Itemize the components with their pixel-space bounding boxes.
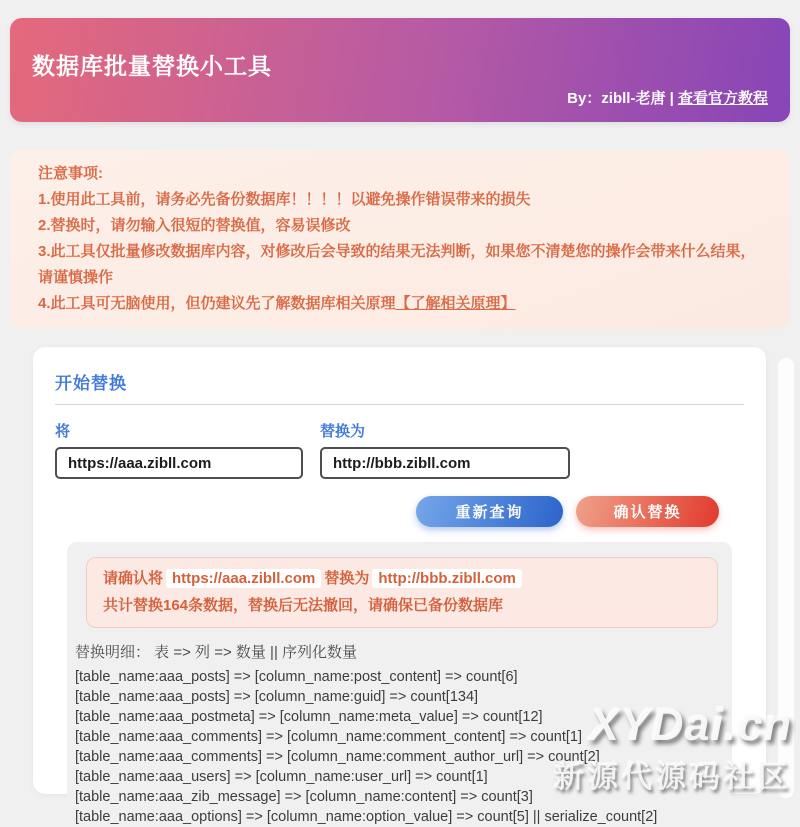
- confirm-prefix: 请确认将: [103, 570, 164, 587]
- confirm-alert-line1: [103, 565, 701, 592]
- detail-rows: [75, 667, 732, 827]
- app-header: [10, 18, 790, 122]
- notice-panel: [10, 150, 790, 329]
- detail-row: [table_name:aaa_comments] => [column_name:comment_content] => count[1]: [75, 729, 582, 745]
- notice-line: [38, 291, 762, 317]
- detail-row: [table_name:aaa_posts] => [column_name:post_content] => count[6]: [75, 669, 518, 685]
- scrollbar-track[interactable]: [778, 358, 794, 798]
- confirm-alert-summary: 共计替换164条数据，替换后无法撤回，请确保已备份数据库: [103, 597, 504, 614]
- from-field: [55, 420, 303, 479]
- from-input[interactable]: [55, 447, 303, 479]
- to-field: [320, 420, 570, 479]
- learn-principle-link[interactable]: 【了解相关原理】: [395, 295, 516, 312]
- confirm-replace-button[interactable]: 确认替换: [576, 496, 719, 527]
- replace-card: [33, 347, 766, 825]
- section-divider: [55, 404, 744, 405]
- notice-line-text: 4.此工具可无脑使用，但仍建议先了解数据库相关原理: [38, 295, 396, 312]
- notice-line: 1.使用此工具前，请务必先备份数据库！！！！以避免操作错误带来的损失: [38, 191, 531, 208]
- detail-row: [table_name:aaa_options] => [column_name:option_value] => count[5] || serialize_count[2]: [75, 809, 658, 825]
- results-panel: [67, 542, 732, 825]
- to-url-chip: http://bbb.zibll.com: [372, 569, 521, 588]
- official-tutorial-link[interactable]: 查看官方教程: [677, 90, 768, 107]
- to-input[interactable]: [320, 447, 570, 479]
- section-title: 开始替换: [55, 374, 127, 393]
- fields-row: [55, 420, 744, 479]
- confirm-middle: 替换为: [324, 570, 370, 587]
- detail-row: [table_name:aaa_zib_message] => [column_name:content] => count[3]: [75, 789, 533, 805]
- notice-title: 注意事项:: [38, 165, 103, 182]
- notice-line: 3.此工具仅批量修改数据库内容，对修改后会导致的结果无法判断，如果您不清楚您的操作会带来什么结果，请谨慎操作: [38, 243, 756, 286]
- byline-author: By：zibll-老唐 |: [567, 90, 678, 107]
- confirm-alert: [86, 557, 718, 628]
- detail-row: [table_name:aaa_postmeta] => [column_name:meta_value] => count[12]: [75, 709, 543, 725]
- detail-row: [table_name:aaa_posts] => [column_name:guid] => count[134]: [75, 689, 479, 705]
- watermark-site: XYDai.cn: [588, 699, 792, 750]
- page-title: 数据库批量替换小工具: [32, 53, 272, 79]
- detail-header: 替换明细： 表 => 列 => 数量 || 序列化数量: [75, 644, 358, 661]
- byline: [567, 87, 768, 108]
- watermark-community: 新源代源码社区: [554, 761, 792, 794]
- from-label: 将: [55, 423, 71, 440]
- to-label: 替换为: [320, 423, 366, 440]
- requery-button[interactable]: 重新查询: [416, 496, 563, 527]
- button-row: [55, 496, 719, 527]
- detail-row: [table_name:aaa_users] => [column_name:user_url] => count[1]: [75, 769, 488, 785]
- detail-row: [table_name:aaa_comments] => [column_name:comment_author_url] => count[2]: [75, 749, 600, 765]
- notice-line: 2.替换时，请勿输入很短的替换值，容易误修改: [38, 217, 351, 234]
- from-url-chip: https://aaa.zibll.com: [166, 569, 321, 588]
